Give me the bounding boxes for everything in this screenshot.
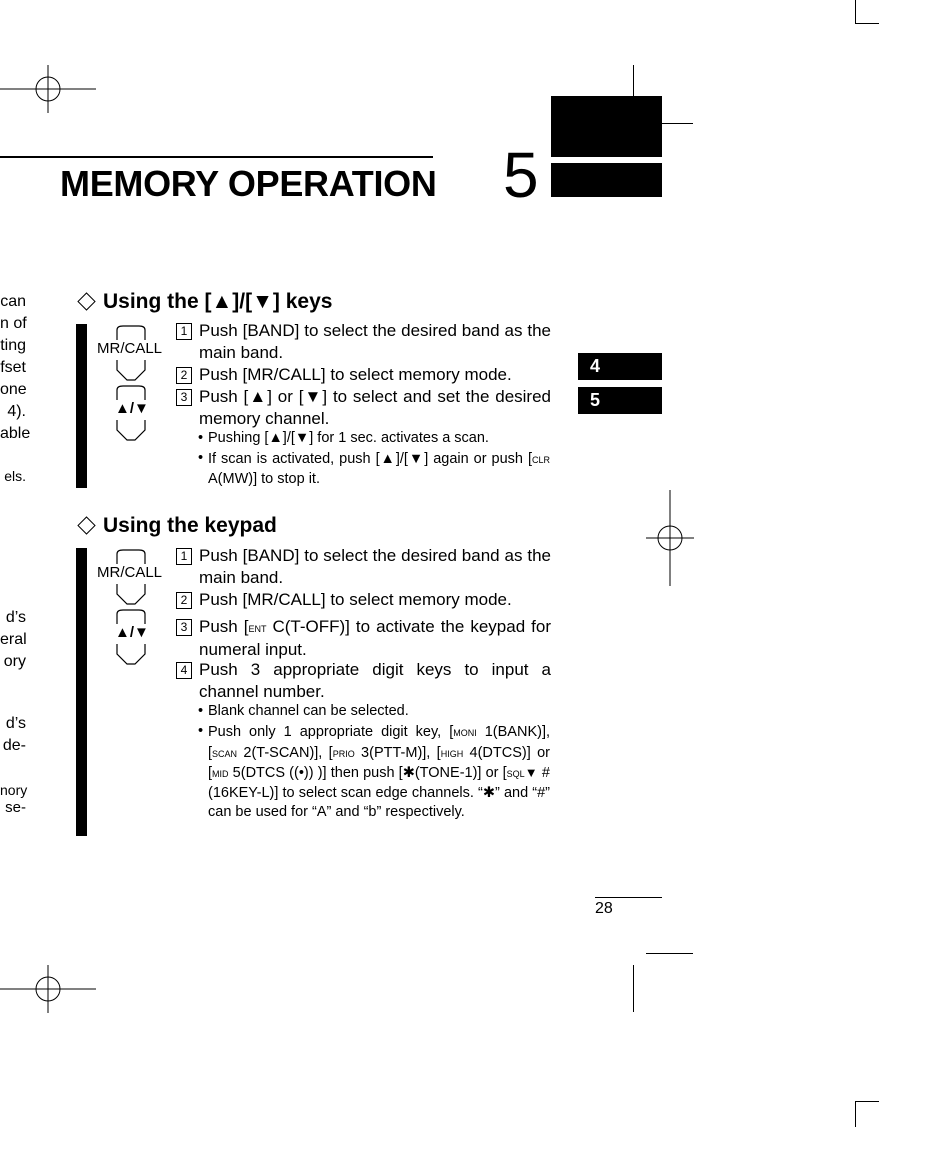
step-3: 3 Push [▲] or [▼] to select and set the desired memory channel. — [176, 386, 551, 430]
mr-call-key-label: MR/CALL — [97, 564, 163, 581]
crop-mark — [855, 23, 879, 24]
up-down-key-label: ▲/▼ — [115, 624, 149, 641]
page-title: MEMORY OPERATION — [60, 163, 437, 204]
chapter-tab-5[interactable]: 5 — [578, 387, 662, 414]
section-side-bar — [76, 548, 87, 836]
section-side-bar — [76, 324, 87, 488]
step-1: 1 Push [BAND] to select the desired band as the main band. — [176, 320, 551, 364]
up-down-key-label: ▲/▼ — [115, 400, 149, 417]
note-bullet: • Push only 1 appropriate digit key, [moni 1(BANK)], [scan 2(T-SCAN)], [prio 3(PTT-M)], [high 4(DTCS)] or [mid 5(DTCS ((•)) )] then push [✱(TONE-1)] or [sql▼ #(16KEY-L)] to select scan edge channels. “✱” and “#” can be used for “A” and “b” respectively. — [198, 723, 551, 820]
chapter-number: 5 — [503, 139, 539, 211]
page-number: 28 — [595, 900, 613, 917]
step-3: 3 Push [ent C(T-OFF)] to activate the keypad for numeral input. — [176, 616, 551, 661]
section-heading-arrow-keys: Using the [▲]/[▼] keys — [76, 290, 332, 314]
diamond-icon — [77, 292, 95, 310]
note-bullet: • If scan is activated, push [▲]/[▼] again or push [clr A(MW)] to stop it. — [198, 450, 550, 487]
crop-mark — [855, 1101, 879, 1102]
step-2: 2 Push [MR/CALL] to select memory mode. — [176, 364, 551, 386]
chapter-tab-4[interactable]: 4 — [578, 353, 662, 380]
note-bullet: • Pushing [▲]/[▼] for 1 sec. activates a scan. — [198, 430, 489, 446]
section-heading-keypad: Using the keypad — [76, 514, 277, 538]
registration-mark-icon — [646, 490, 694, 586]
note-bullet: • Blank channel can be selected. — [198, 703, 409, 719]
registration-mark-icon — [0, 965, 96, 1013]
step-1: 1 Push [BAND] to select the desired band as the main band. — [176, 545, 551, 589]
step-2: 2 Push [MR/CALL] to select memory mode. — [176, 589, 551, 611]
mr-call-key-label: MR/CALL — [97, 340, 163, 357]
crop-mark — [633, 965, 634, 1012]
diamond-icon — [77, 516, 95, 534]
crop-mark — [646, 953, 693, 954]
chapter-block-top — [551, 96, 662, 157]
crop-mark — [855, 1101, 856, 1127]
registration-mark-icon — [0, 65, 96, 113]
chapter-block-bottom — [551, 163, 662, 197]
crop-mark — [855, 0, 856, 24]
step-4: 4 Push 3 appropriate digit keys to input a channel number. — [176, 659, 551, 703]
page-number-rule — [595, 897, 662, 898]
title-rule — [0, 156, 433, 158]
